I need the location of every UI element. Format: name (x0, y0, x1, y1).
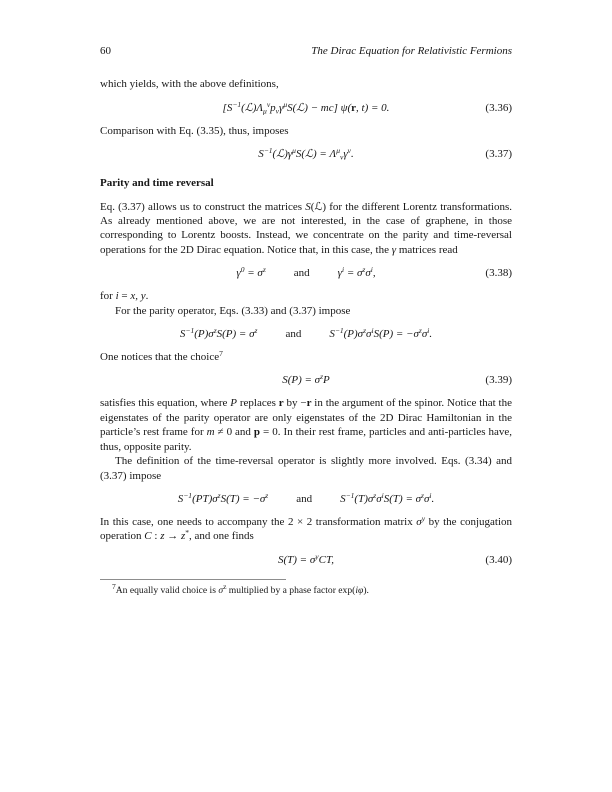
line-for-ixy: for i = x, y. (100, 290, 149, 303)
page-number: 60 (100, 45, 111, 57)
equation-3-39-number: (3.39) (485, 374, 512, 387)
equation-parity-left: $S^{-1}(P)\sigma^zS(P) = \sigma^z$ (179, 326, 258, 341)
equation-3-36-number: (3.36) (485, 101, 512, 114)
equation-3-40-math: $S(T) = \sigma^yCT$, (277, 551, 335, 566)
equation-3-36 (100, 100, 512, 116)
section-heading: Parity and time reversal (100, 177, 214, 190)
paragraph-4: In this case, one needs to accompany the 2 × 2 transformation matrix $\sigma^y$ by the conjugation operation C : z → z*, and one finds (100, 513, 512, 543)
equation-3-38-right: $\gamma^i = \sigma^z\sigma^i$, (337, 265, 376, 280)
equation-3-38-left: $\gamma^0 = \sigma^z$ (236, 265, 266, 280)
line-choice: One notices that the choice$^7$ (100, 349, 223, 364)
equation-parity-group (180, 326, 432, 342)
running-title: The Dirac Equation for Relativistic Fermions (311, 45, 512, 57)
equation-time-reversal-right: $S^{-1}(T)\sigma^z\sigma^iS(T) = \sigma^z\sigma^i$. (340, 490, 435, 505)
paragraph-comparison: Comparison with Eq. (3.35), thus, imposes (100, 124, 289, 137)
equation-3-39-math: $S(P) = \sigma^zP$ (282, 372, 330, 387)
page-header (100, 44, 512, 58)
equation-3-39 (100, 372, 512, 388)
paragraph-1: Eq. (3.37) allows us to construct the matrices S(ℒ) for the different Lorentz transformations. As already mentioned above, we are not interested, in the case of graphene, in those corresponding to Lorentz boosts. Instead, we concentrate on the parity and time-reversal operations for the 2D Dirac equation. Notice that, in this case, the γ matrices read (100, 200, 512, 256)
equation-3-40-number: (3.40) (485, 553, 512, 566)
equation-parity (100, 326, 512, 342)
equation-time-reversal (100, 491, 512, 507)
equation-parity-connector: and (285, 328, 302, 341)
equation-3-38-number: (3.38) (485, 267, 512, 280)
equation-parity-right: $S^{-1}(P)\sigma^z\sigma^iS(P) = -\sigma^z\sigma^i$. (329, 326, 433, 341)
footnote-rule (100, 579, 286, 580)
paragraph-3: The definition of the time-reversal operator is slightly more involved. Eqs. (3.34) and (3.37) impose (100, 455, 512, 482)
paragraph-intro: which yields, with the above definitions, (100, 78, 279, 91)
equation-3-38-group (236, 265, 375, 281)
footnote-text: $^7$An equally valid choice is $\sigma^z$ multiplied by a phase factor exp(iφ). (112, 581, 369, 596)
equation-time-reversal-connector: and (296, 492, 313, 505)
equation-3-38 (100, 265, 512, 281)
equation-3-37-math: $S^{-1}(ℒ)\gamma^\mu S(ℒ) = \Lambda^\mu_\nu\gamma^\nu$. (258, 146, 354, 162)
equation-3-37 (100, 146, 512, 162)
paragraph-2: satisfies this equation, where P replaces r by −r in the argument of the spinor. Notice that the eigenstates of the parity operator are only eigenstates of the 2D Dirac Hamiltonian in the particle’s rest frame for m ≠ 0 and p = 0. In their rest frame, particles and anti-particles have, thus, opposite parity. (100, 397, 513, 453)
paragraph-parity-operator: For the parity operator, Eqs. (3.33) and (3.37) impose (115, 304, 351, 317)
equation-3-37-number: (3.37) (485, 148, 512, 161)
equation-3-38-connector: and (293, 267, 310, 280)
equation-time-reversal-group (178, 491, 435, 507)
equation-3-40 (100, 552, 512, 568)
equation-3-36-math: $[S^{-1}(ℒ)\Lambda_\mu^\nu p_\nu\gamma^\mu S(ℒ) - mc]$ ψ(r, t) = 0. (222, 99, 390, 116)
equation-time-reversal-left: $S^{-1}(PT)\sigma^zS(T) = -\sigma^z$ (177, 490, 269, 505)
text-block (100, 44, 512, 597)
footnote (100, 579, 512, 598)
